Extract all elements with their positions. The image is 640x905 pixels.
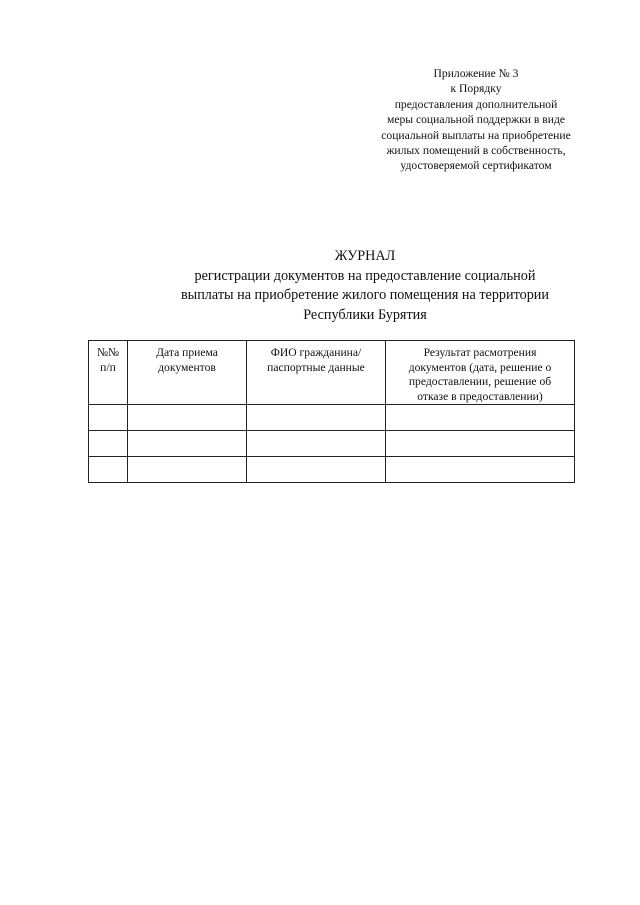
table-row — [89, 405, 575, 431]
column-header-line: Результат расмотрения — [423, 346, 537, 359]
appendix-line: социальной выплаты на приобретение — [381, 128, 571, 142]
table-cell — [386, 405, 575, 431]
table-cell — [247, 431, 386, 457]
column-header-line: предоставлении, решение об — [408, 375, 552, 389]
table-cell — [89, 431, 128, 457]
appendix-line: жилых помещений в собственность, — [386, 144, 566, 158]
journal-title — [140, 247, 590, 325]
column-header-line: документов — [158, 360, 216, 374]
appendix-line: Приложение № 3 — [433, 67, 519, 80]
journal-heading: ЖУРНАЛ — [334, 248, 396, 264]
column-header-result — [386, 341, 575, 405]
column-header-line: ФИО гражданина/ — [270, 346, 362, 359]
table-cell — [128, 457, 247, 483]
table-cell — [89, 457, 128, 483]
table-cell — [89, 405, 128, 431]
column-header-line: Дата приема — [156, 346, 218, 359]
table-row — [89, 457, 575, 483]
appendix-line: к Порядку — [450, 82, 502, 96]
column-header-date — [128, 341, 247, 405]
table-cell — [247, 405, 386, 431]
journal-subtitle-line: Республики Бурятия — [303, 306, 427, 323]
column-header-line: паспортные данные — [267, 360, 365, 374]
table-header-row — [89, 341, 575, 405]
appendix-line: меры социальной поддержки в виде — [387, 113, 565, 127]
journal-subtitle-line: регистрации документов на предоставление социальной — [194, 267, 536, 284]
column-header-name — [247, 341, 386, 405]
table-cell — [386, 457, 575, 483]
appendix-line: предоставления дополнительной — [394, 97, 558, 111]
table-row — [89, 431, 575, 457]
table-cell — [247, 457, 386, 483]
column-header-line: отказе в предоставлении) — [417, 389, 543, 403]
table-cell — [128, 405, 247, 431]
registration-table — [88, 340, 575, 483]
column-header-line: №№ — [96, 346, 120, 359]
journal-subtitle-line: выплаты на приобретение жилого помещения на территории — [180, 287, 549, 304]
appendix-header — [352, 66, 600, 174]
column-header-number — [89, 341, 128, 405]
column-header-line: п/п — [100, 360, 116, 374]
table-cell — [386, 431, 575, 457]
column-header-line: документов (дата, решение о — [408, 360, 552, 374]
table-cell — [128, 431, 247, 457]
appendix-line: удостоверяемой сертификатом — [400, 159, 552, 173]
